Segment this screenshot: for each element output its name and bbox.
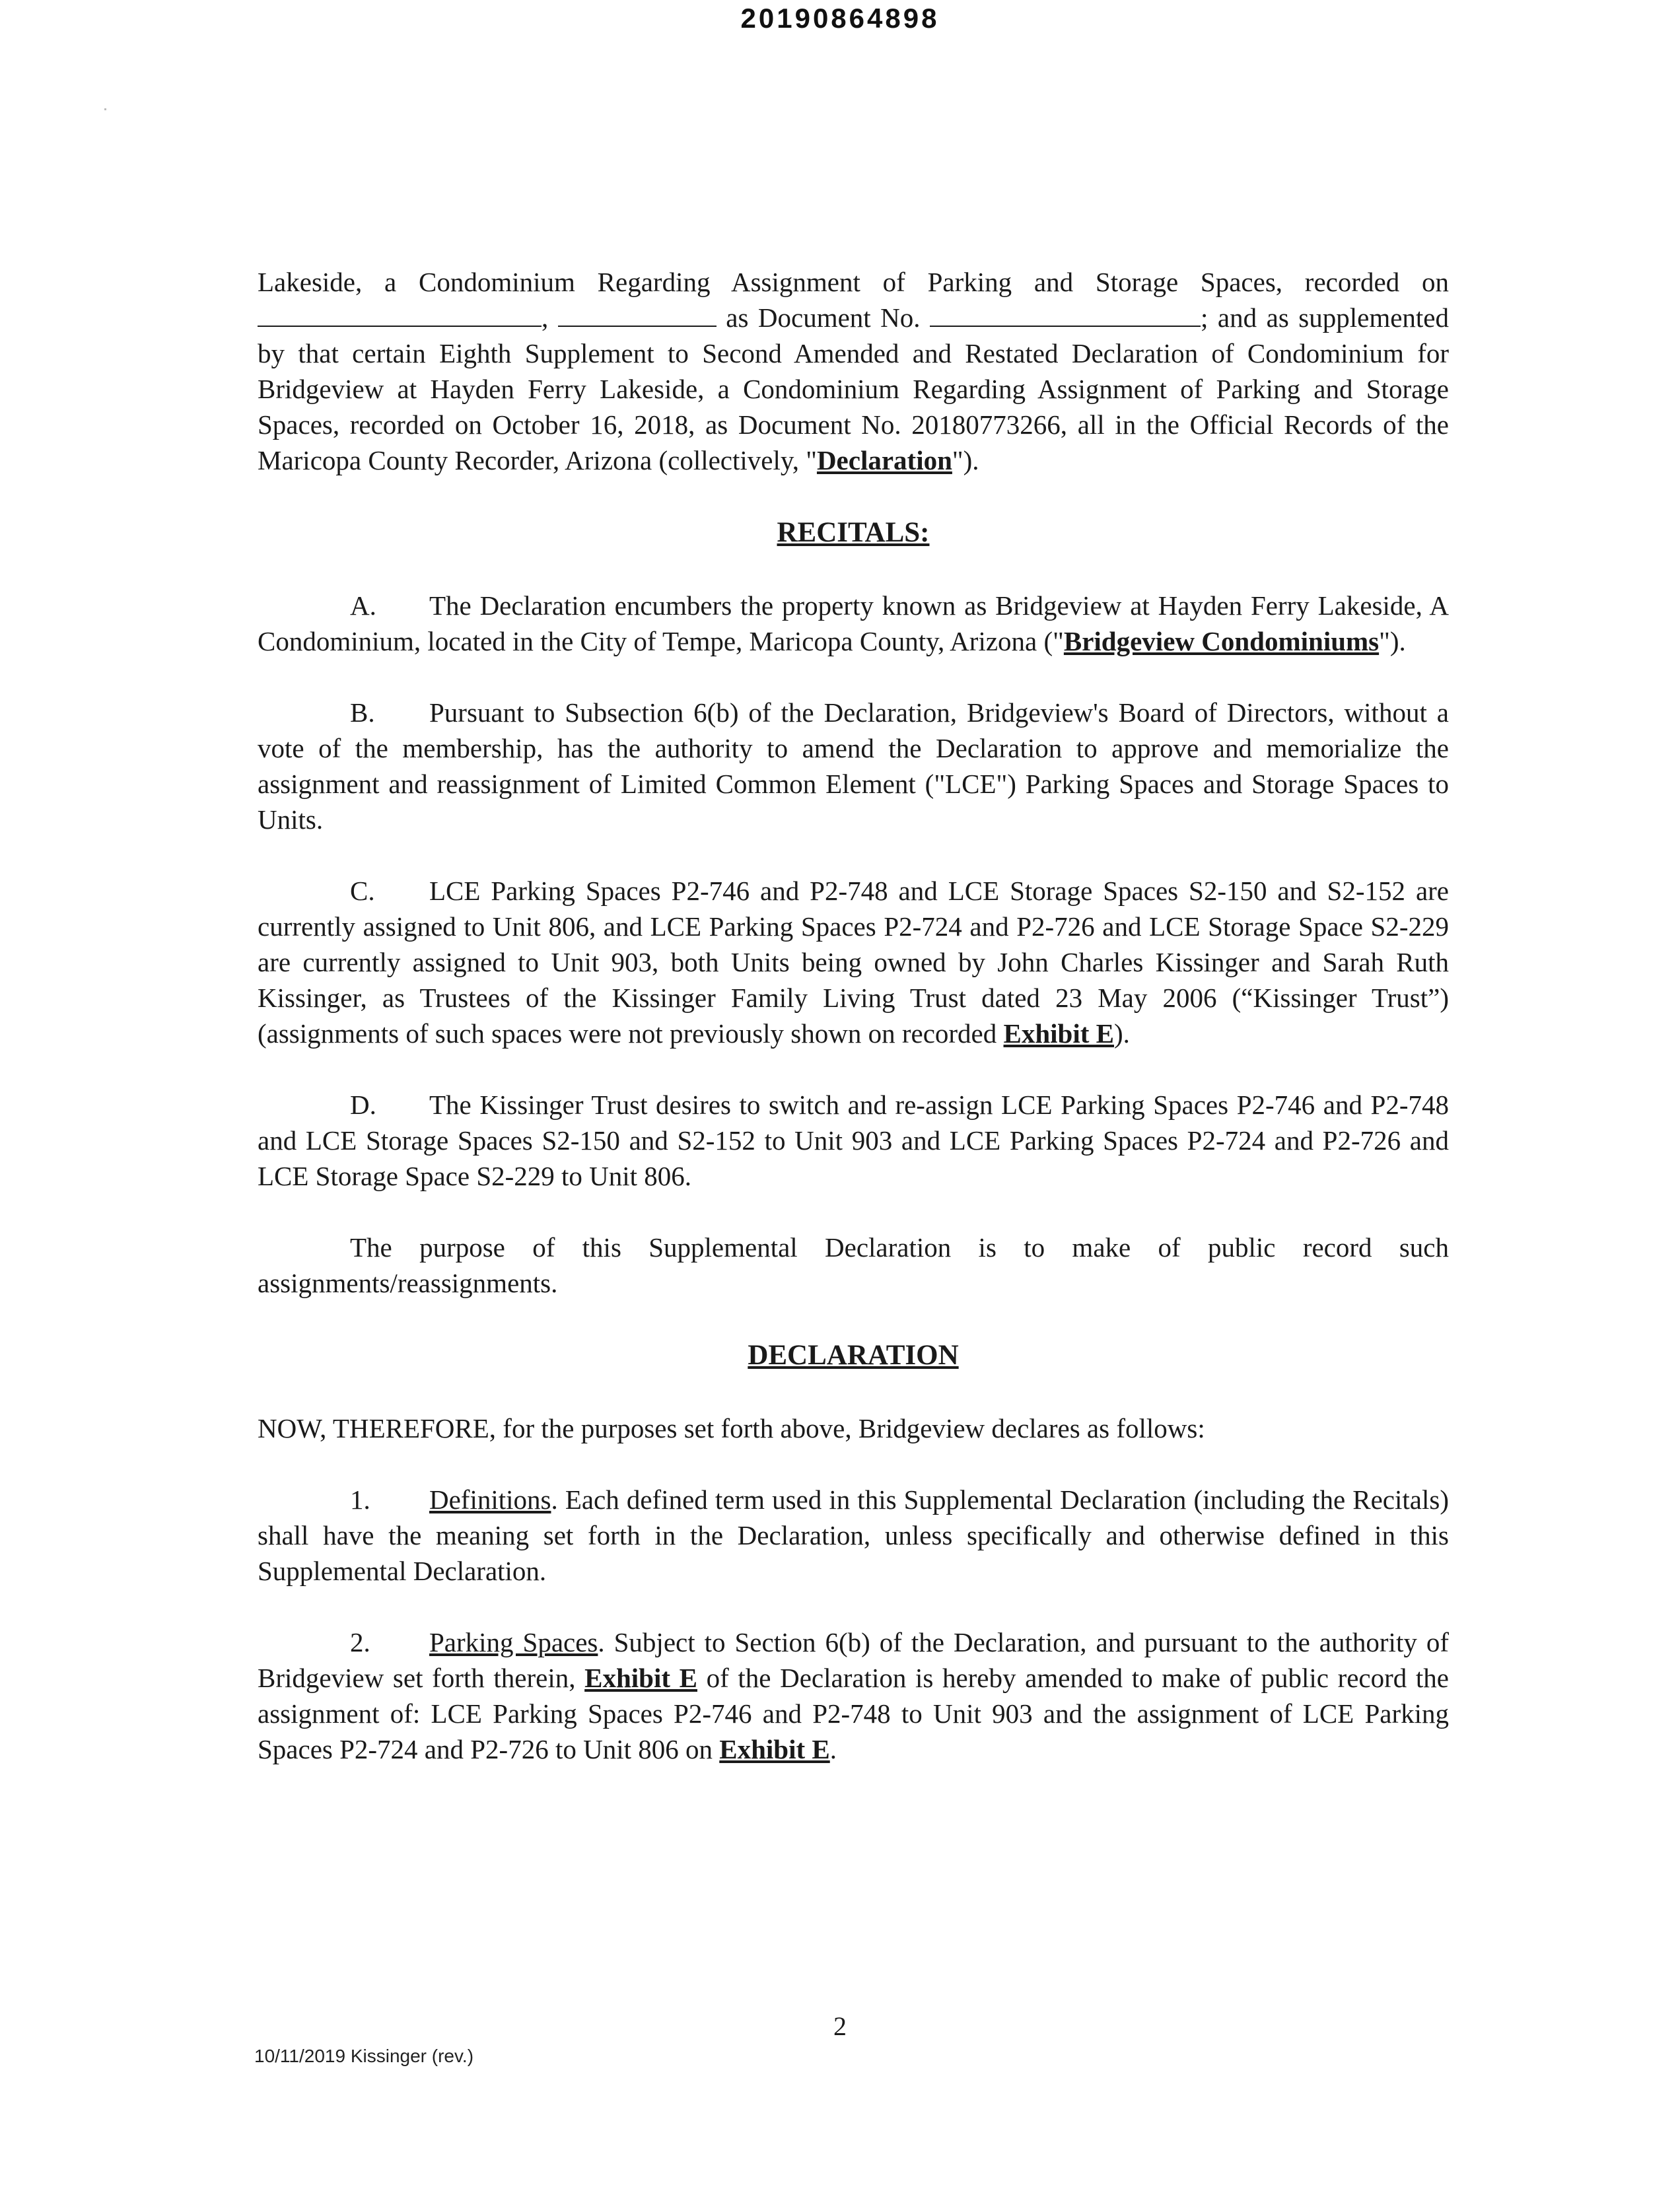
recital-a-label: A. [350,590,376,621]
section-1-number: 1. [350,1484,370,1515]
recital-c [258,873,1449,1051]
recital-d-text: The Kissinger Trust desires to switch and re-assign LCE Parking Spaces P2-746 and P2-748 and LCE Storage Spaces S2-150 and S2-152 to Unit 903 and LCE Parking Spaces P2-724 and P2-726 and LCE Storage Space S2-229 to Unit 806. [258,1090,1449,1191]
section-definitions [258,1482,1449,1589]
intro-as-document: as Document No. [726,302,921,333]
exhibit-e-reference: Exhibit E [1003,1018,1114,1049]
recording-date-blank [258,303,542,327]
intro-separator: , [542,302,549,333]
intro-line-1: Lakeside, a Condominium Regarding Assignment of Parking and Storage Spaces, recorded on [258,267,1449,297]
revision-footer: 10/11/2019 Kissinger (rev.) [254,2046,474,2066]
exhibit-e-reference-b: Exhibit E [719,1734,830,1764]
recitals-heading: RECITALS: [777,517,930,548]
purpose-paragraph: The purpose of this Supplemental Declaration is to make of public record such assignments/reassignments. [258,1232,1449,1298]
recital-c-text: LCE Parking Spaces P2-746 and P2-748 and LCE Storage Spaces S2-150 and S2-152 are currently assigned to Unit 806, and LCE Parking Spaces P2-724 and P2-726 and LCE Storage Space S2-229 are currently assigned to Unit 903, both Units being owned by John Charles Kissinger and Sarah Ruth Kissinger, as Trustees of the Kissinger Family Living Trust dated 23 May 2006 (“Kissinger Trust”) (assignments of such spaces were not previously shown on recorded [258,876,1449,1049]
intro-rest: supplemented by that certain Eighth Supplement to Second Amended and Restated Declaration of Condominium for Bridgeview at Hayden Ferry Lakeside, a Condominium Regarding Assignment of Parking and Storage Spaces, recorded on October 16, 2018, as Document No. 20180773266, all in the Official Records of the Maricopa County Recorder, Arizona (collectively, " [258,302,1450,475]
recital-c-close: ). [1114,1018,1130,1049]
recital-b-text: Pursuant to Subsection 6(b) of the Declaration, Bridgeview's Board of Directors, without a vote of the membership, has the authority to amend the Declaration to approve and memorialize the assignment and reassignment of Limited Common Element ("LCE") Parking Spaces and Storage Spaces to Units. [258,697,1449,835]
now-therefore-paragraph: NOW, THEREFORE, for the purposes set forth above, Bridgeview declares as follows: [258,1413,1205,1443]
defined-term-declaration: Declaration [816,445,952,475]
recital-b-label: B. [350,697,375,728]
exhibit-e-reference-a: Exhibit E [584,1663,697,1693]
defined-term-bridgeview-condominiums: Bridgeview Condominiums [1063,626,1380,656]
scan-speck [104,108,106,110]
section-1-text: . Each defined term used in this Supplemental Declaration (including the Recitals) shall have the meaning set forth in the Declaration, unless specifically and otherwise defined in this Supplemental Declaration. [258,1484,1449,1586]
section-2-text-a: . Subject to Section 6(b) of the Declaration, and pursuant to the authority of Bridgeview set forth therein, [258,1627,1449,1693]
document-body [258,264,1449,1767]
section-2-close: . [829,1734,837,1764]
recording-document-number: 20190864898 [740,3,940,34]
section-2-number: 2. [350,1627,370,1657]
section-parking-spaces [258,1624,1449,1767]
recital-b [258,695,1449,837]
recital-c-label: C. [350,876,375,906]
recital-a-text: The Declaration encumbers the property known as Bridgeview at Hayden Ferry Lakeside, A Condominium, located in the City of Tempe, Maricopa County, Arizona (" [258,590,1449,656]
recital-d-label: D. [350,1090,376,1120]
recording-year-blank [558,303,717,327]
intro-and-as: ; and as [1201,302,1289,333]
intro-paragraph [258,264,1449,478]
page-number: 2 [833,2011,847,2041]
recital-a-close: "). [1379,626,1406,656]
section-2-text-b: of the Declaration is hereby amended to make of public record the assignment of: LCE Parking Spaces P2-746 and P2-748 to Unit 903 and the assignment of LCE Parking Spaces P2-724 and P2-726 to Unit 806 on [258,1663,1449,1764]
intro-close: "). [952,445,979,475]
recital-d [258,1087,1449,1194]
section-2-title: Parking Spaces [429,1627,598,1657]
document-number-blank [930,303,1201,327]
section-1-title: Definitions [429,1484,551,1515]
recital-a [258,588,1449,659]
declaration-heading: DECLARATION [748,1340,959,1371]
